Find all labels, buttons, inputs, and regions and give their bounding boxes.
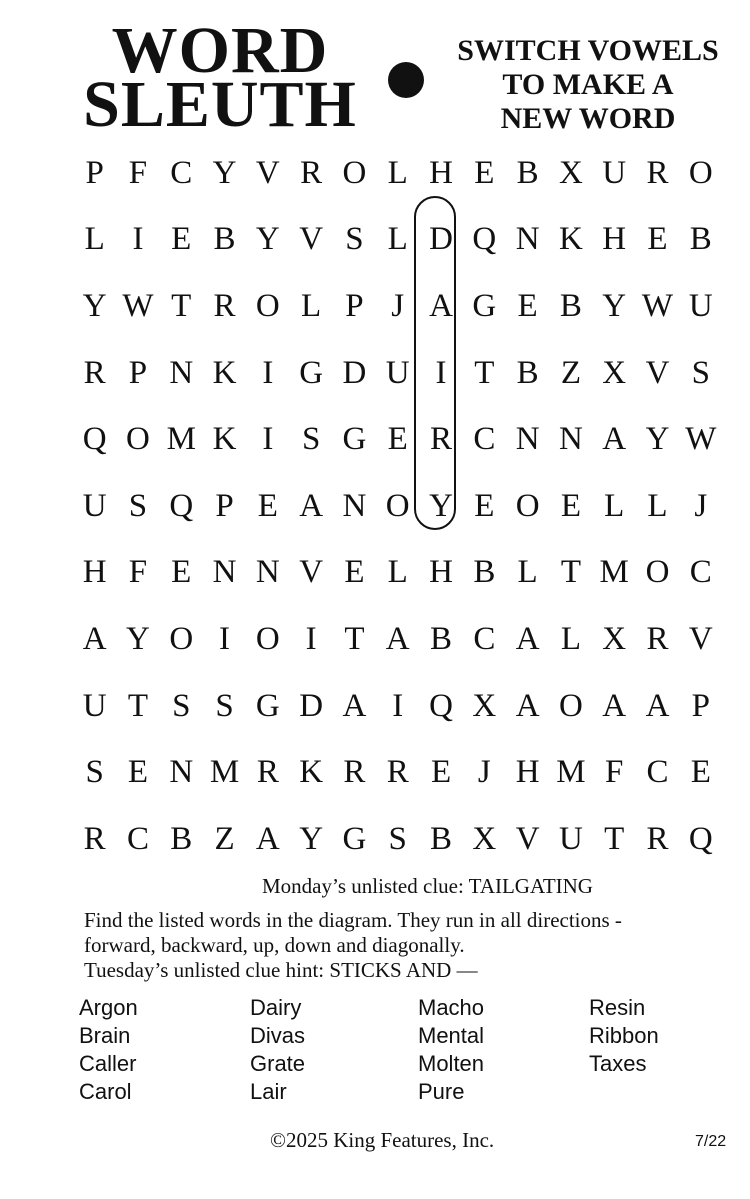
grid-cell: M — [166, 421, 196, 458]
puzzle-title — [70, 14, 370, 141]
grid-cell: U — [558, 820, 583, 857]
grid-cell: A — [515, 620, 540, 657]
word-item: Pure — [418, 1079, 465, 1104]
grid-cell: W — [641, 287, 674, 324]
grid-cell: A — [385, 620, 410, 657]
letter-grid — [73, 140, 722, 873]
grid-cell: U — [82, 487, 107, 524]
grid-cell: Q — [429, 687, 453, 724]
grid-cell: Q — [169, 487, 194, 524]
grid-cell: K — [558, 221, 583, 258]
word-item: Divas — [250, 1023, 306, 1048]
grid-cell: A — [602, 421, 627, 458]
word-item: Dairy — [250, 995, 302, 1020]
grid-cell: H — [429, 154, 453, 191]
grid-cell: B — [516, 354, 539, 391]
grid-cell: D — [299, 687, 324, 724]
grid-cell: J — [694, 487, 708, 524]
grid-cell: D — [342, 354, 367, 391]
grid-cell: S — [172, 687, 191, 724]
grid-cell: A — [515, 687, 540, 724]
grid-cell: I — [262, 354, 274, 391]
grid-cell: I — [219, 620, 231, 657]
grid-cell: R — [83, 354, 106, 391]
grid-cell: F — [128, 554, 148, 591]
grid-cell: N — [515, 221, 540, 258]
word-list — [79, 994, 719, 1110]
grid-cell: L — [604, 487, 625, 524]
grid-cell: A — [645, 687, 670, 724]
grid-cell: K — [212, 421, 237, 458]
grid-cell: V — [688, 620, 713, 657]
grid-cell: S — [301, 421, 321, 458]
grid-cell: A — [255, 820, 280, 857]
word-item: Macho — [418, 995, 485, 1020]
grid-cell: C — [473, 421, 496, 458]
date-code: 7/22 — [695, 1133, 727, 1150]
grid-cell: X — [472, 687, 497, 724]
grid-cell: A — [82, 620, 107, 657]
grid-cell: V — [299, 221, 324, 258]
grid-cell: E — [560, 487, 581, 524]
grid-cell: C — [646, 754, 669, 791]
grid-cell: Y — [255, 221, 280, 258]
grid-cell: E — [171, 221, 192, 258]
grid-cell: B — [473, 554, 496, 591]
puzzle-subtitle — [438, 34, 738, 136]
grid-cell: N — [212, 554, 237, 591]
grid-cell: K — [212, 354, 237, 391]
grid-cell: N — [515, 421, 540, 458]
grid-cell: N — [255, 554, 280, 591]
grid-cell: O — [126, 421, 150, 458]
grid-cell: G — [342, 820, 367, 857]
grid-cell: S — [85, 754, 104, 791]
grid-cell: B — [559, 287, 582, 324]
grid-cell: Q — [472, 221, 497, 258]
grid-cell: E — [257, 487, 278, 524]
grid-cell: I — [392, 687, 404, 724]
grid-cell: A — [299, 487, 324, 524]
grid-cell: F — [128, 154, 148, 191]
grid-cell: N — [169, 754, 194, 791]
grid-cell: J — [477, 754, 491, 791]
grid-cell: P — [691, 687, 710, 724]
grid-cell: E — [690, 754, 711, 791]
grid-cell: N — [558, 421, 583, 458]
grid-cell: E — [387, 421, 408, 458]
grid-cell: U — [688, 287, 713, 324]
grid-cell: U — [82, 687, 107, 724]
grid-cell: T — [127, 687, 149, 724]
bullet-dot-icon — [388, 62, 424, 98]
tuesday-clue: Tuesday’s unlisted clue hint: STICKS AND — — [84, 958, 478, 982]
grid-cell: F — [605, 754, 624, 791]
grid-cell: H — [602, 221, 627, 258]
grid-cell: X — [472, 820, 497, 857]
grid-cell: K — [299, 754, 324, 791]
grid-cell: P — [345, 287, 364, 324]
grid-cell: G — [299, 354, 324, 391]
grid-cell: W — [122, 287, 154, 324]
grid-cell: Y — [645, 421, 670, 458]
grid-cell: R — [646, 620, 669, 657]
grid-cell: P — [128, 354, 148, 391]
grid-cell: X — [558, 154, 583, 191]
grid-cell: N — [169, 354, 194, 391]
grid-cell: G — [342, 421, 367, 458]
grid-cell: V — [645, 354, 670, 391]
grid-cell: S — [215, 687, 234, 724]
grid-cell: S — [691, 354, 710, 391]
grid-cell: Y — [126, 620, 150, 657]
grid-cell: H — [429, 554, 453, 591]
grid-cell: E — [127, 754, 149, 791]
grid-cell: E — [171, 554, 192, 591]
grid-cell: V — [515, 820, 540, 857]
grid-cell: R — [646, 154, 669, 191]
grid-cell: L — [84, 221, 105, 258]
grid-cell: G — [472, 287, 497, 324]
grid-cell: X — [602, 620, 627, 657]
grid-cell: L — [647, 487, 668, 524]
grid-cell: Q — [82, 421, 107, 458]
grid-cell: Y — [602, 287, 627, 324]
word-item: Taxes — [589, 1051, 647, 1076]
grid-cell: R — [343, 754, 366, 791]
grid-cell: Y — [82, 287, 107, 324]
grid-cell: O — [645, 554, 670, 591]
word-item: Lair — [250, 1079, 287, 1104]
grid-cell: D — [429, 221, 453, 258]
grid-cell: H — [515, 754, 540, 791]
grid-cell: A — [602, 687, 627, 724]
instructions — [84, 908, 724, 983]
grid-cell: H — [82, 554, 107, 591]
copyright-notice: ©2025 King Features, Inc. — [270, 1128, 495, 1152]
grid-cell: S — [128, 487, 148, 524]
grid-cell: N — [342, 487, 367, 524]
grid-cell: Y — [429, 487, 453, 524]
circled-answer-outline — [414, 196, 456, 530]
word-item: Molten — [418, 1051, 485, 1076]
grid-cell: Q — [688, 820, 713, 857]
grid-cell: L — [387, 154, 408, 191]
grid-cell: L — [387, 554, 408, 591]
grid-cell: P — [215, 487, 234, 524]
grid-cell: R — [430, 421, 453, 458]
grid-cell: C — [170, 154, 193, 191]
grid-cell: V — [255, 154, 280, 191]
subtitle-line-3: NEW WORD — [500, 102, 676, 135]
grid-cell: R — [256, 754, 279, 791]
title-line-1: WORD — [111, 14, 329, 87]
grid-cell: L — [387, 221, 408, 258]
grid-cell: Z — [214, 820, 235, 857]
grid-cell: B — [516, 154, 539, 191]
grid-cell: O — [255, 287, 280, 324]
grid-cell: T — [474, 354, 495, 391]
grid-cell: M — [599, 554, 629, 591]
grid-cell: R — [83, 820, 106, 857]
grid-cell: U — [602, 154, 627, 191]
monday-clue: Monday’s unlisted clue: TAILGATING — [262, 874, 593, 898]
grid-cell: A — [342, 687, 367, 724]
grid-cell: J — [391, 287, 405, 324]
grid-cell: O — [255, 620, 280, 657]
grid-cell: B — [213, 221, 236, 258]
grid-cell: O — [688, 154, 713, 191]
grid-cell: O — [558, 687, 583, 724]
grid-cell: O — [169, 620, 194, 657]
grid-cell: M — [209, 754, 240, 791]
title-line-2: SLEUTH — [83, 68, 357, 141]
grid-cell: E — [647, 221, 668, 258]
instructions-line-2: forward, backward, up, down and diagonally. — [84, 933, 465, 957]
grid-cell: L — [301, 287, 322, 324]
grid-cell: S — [345, 221, 364, 258]
grid-cell: W — [685, 421, 717, 458]
grid-cell: B — [430, 820, 453, 857]
grid-cell: X — [602, 354, 627, 391]
grid-cell: I — [132, 221, 144, 258]
grid-cell: C — [126, 820, 149, 857]
word-item: Caller — [79, 1051, 137, 1076]
grid-cell: B — [430, 620, 453, 657]
grid-cell: Z — [560, 354, 581, 391]
grid-cell: I — [435, 354, 447, 391]
grid-cell: B — [170, 820, 193, 857]
subtitle-line-2: TO MAKE A — [502, 68, 674, 101]
grid-cell: R — [386, 754, 409, 791]
grid-cell: B — [689, 221, 712, 258]
instructions-line-1: Find the listed words in the diagram. They run in all directions - — [84, 908, 622, 932]
subtitle-line-1: SWITCH VOWELS — [457, 34, 719, 67]
grid-cell: T — [171, 287, 192, 324]
grid-cell: A — [429, 287, 453, 324]
word-item: Argon — [79, 995, 138, 1020]
grid-cell: O — [515, 487, 540, 524]
grid-cell: R — [300, 154, 323, 191]
grid-cell: O — [385, 487, 410, 524]
word-item: Ribbon — [589, 1023, 659, 1048]
grid-cell: R — [646, 820, 669, 857]
grid-cell: G — [255, 687, 280, 724]
grid-cell: T — [604, 820, 625, 857]
grid-cell: C — [689, 554, 712, 591]
grid-cell: O — [342, 154, 367, 191]
grid-cell: E — [344, 554, 365, 591]
word-item: Grate — [250, 1051, 306, 1076]
grid-cell: U — [385, 354, 410, 391]
grid-cell: E — [474, 487, 495, 524]
grid-cell: P — [85, 154, 104, 191]
grid-cell: E — [517, 287, 538, 324]
grid-cell: C — [473, 620, 496, 657]
grid-cell: T — [560, 554, 581, 591]
word-item: Mental — [418, 1023, 485, 1048]
grid-cell: E — [474, 154, 495, 191]
word-item: Resin — [589, 995, 646, 1020]
grid-cell: V — [299, 554, 324, 591]
grid-cell: L — [560, 620, 581, 657]
grid-cell: L — [517, 554, 538, 591]
grid-cell: M — [556, 754, 586, 791]
word-item: Brain — [79, 1023, 131, 1048]
grid-cell: Y — [299, 820, 324, 857]
grid-cell: R — [213, 287, 236, 324]
grid-cell: I — [262, 421, 274, 458]
grid-cell: Y — [212, 154, 237, 191]
word-item: Carol — [79, 1079, 132, 1104]
grid-cell: I — [305, 620, 317, 657]
grid-cell: S — [388, 820, 407, 857]
grid-cell: E — [430, 754, 452, 791]
grid-cell: T — [344, 620, 365, 657]
